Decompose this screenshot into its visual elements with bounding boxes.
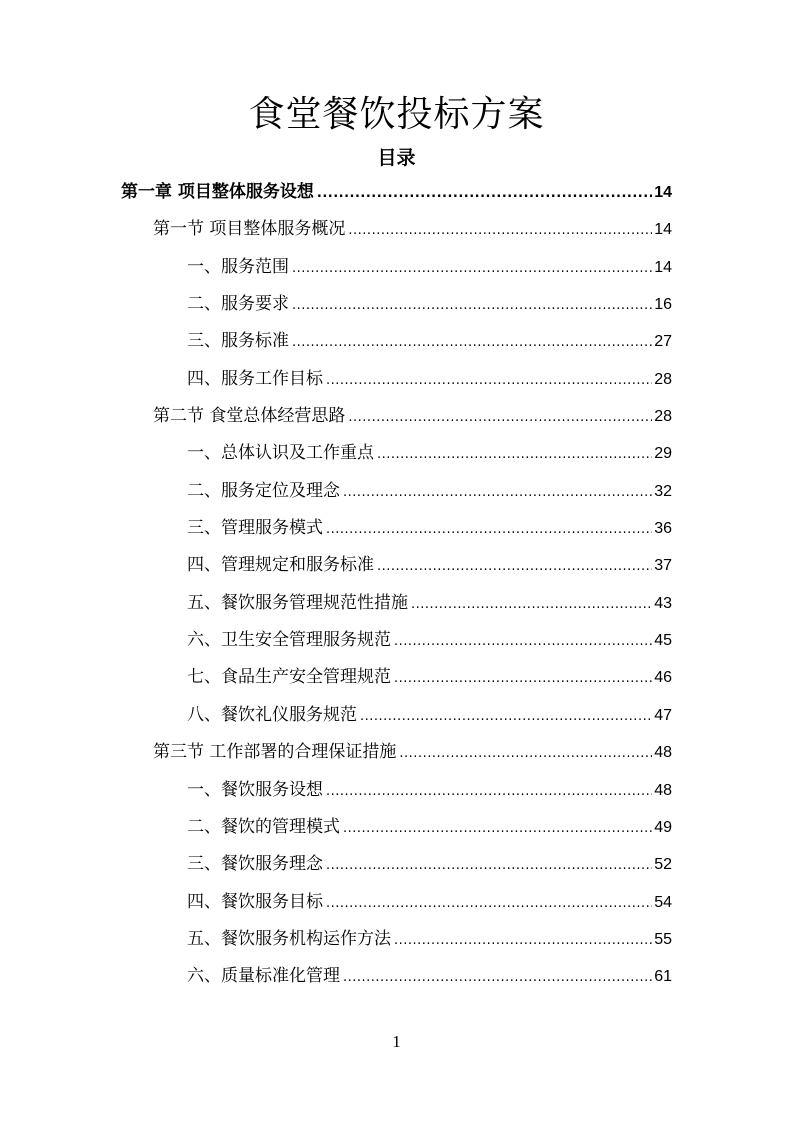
toc-entry-label: 二、服务要求 bbox=[187, 294, 289, 315]
toc-entry-label: 一、服务范围 bbox=[187, 256, 289, 277]
toc-entry-page: 16 bbox=[654, 296, 672, 314]
toc-entry-label: 四、餐饮服务目标 bbox=[187, 891, 323, 912]
toc-entry[interactable] bbox=[0, 323, 793, 360]
toc-dot-leader bbox=[360, 698, 652, 735]
toc-dot-leader bbox=[326, 773, 652, 810]
toc-entry-label: 二、餐饮的管理模式 bbox=[187, 816, 340, 837]
toc-dot-leader bbox=[394, 623, 652, 660]
toc-entry[interactable] bbox=[0, 697, 793, 734]
toc-entry[interactable] bbox=[0, 734, 793, 771]
toc-dot-leader bbox=[411, 586, 652, 623]
toc-dot-leader bbox=[292, 324, 652, 361]
toc-entry[interactable] bbox=[0, 286, 793, 323]
toc-dot-leader bbox=[343, 474, 652, 511]
toc-entry-page: 14 bbox=[654, 184, 672, 201]
toc-entry[interactable] bbox=[0, 473, 793, 510]
toc-dot-leader bbox=[292, 287, 652, 324]
toc-entry-page: 46 bbox=[654, 669, 672, 687]
toc-entry-label: 第一章 项目整体服务设想 bbox=[121, 182, 314, 202]
toc-entry-label: 五、餐饮服务机构运作方法 bbox=[187, 928, 391, 949]
toc-entry[interactable] bbox=[0, 398, 793, 435]
table-of-contents bbox=[0, 174, 793, 996]
toc-entry-page: 55 bbox=[654, 930, 672, 948]
toc-entry-page: 54 bbox=[654, 893, 672, 911]
toc-entry-page: 48 bbox=[654, 744, 672, 762]
toc-entry[interactable] bbox=[0, 772, 793, 809]
toc-entry[interactable] bbox=[0, 884, 793, 921]
toc-entry-label: 四、服务工作目标 bbox=[187, 368, 323, 389]
toc-entry[interactable] bbox=[0, 510, 793, 547]
toc-entry[interactable] bbox=[0, 174, 793, 211]
toc-entry-label: 第三节 工作部署的合理保证措施 bbox=[153, 742, 397, 763]
toc-entry-page: 28 bbox=[654, 408, 672, 426]
toc-entry[interactable] bbox=[0, 809, 793, 846]
toc-entry-label: 三、餐饮服务理念 bbox=[187, 854, 323, 875]
toc-dot-leader bbox=[343, 959, 652, 996]
toc-entry[interactable] bbox=[0, 435, 793, 472]
toc-entry[interactable] bbox=[0, 846, 793, 883]
toc-dot-leader bbox=[377, 548, 652, 585]
toc-dot-leader bbox=[326, 847, 652, 884]
toc-entry-label: 一、餐饮服务设想 bbox=[187, 779, 323, 800]
toc-entry-page: 43 bbox=[654, 594, 672, 612]
toc-entry[interactable] bbox=[0, 585, 793, 622]
toc-dot-leader bbox=[394, 922, 652, 959]
toc-entry-label: 第二节 食堂总体经营思路 bbox=[153, 406, 346, 427]
toc-entry-page: 47 bbox=[654, 706, 672, 724]
toc-entry-page: 14 bbox=[654, 221, 672, 239]
toc-entry[interactable] bbox=[0, 547, 793, 584]
toc-dot-leader bbox=[326, 885, 652, 922]
toc-dot-leader bbox=[394, 660, 652, 697]
toc-dot-leader bbox=[326, 511, 652, 548]
toc-entry[interactable] bbox=[0, 958, 793, 995]
toc-entry-label: 七、食品生产安全管理规范 bbox=[187, 667, 391, 688]
toc-entry[interactable] bbox=[0, 659, 793, 696]
toc-entry-label: 五、餐饮服务管理规范性措施 bbox=[187, 592, 408, 613]
toc-dot-leader bbox=[317, 175, 652, 212]
toc-entry-label: 一、总体认识及工作重点 bbox=[187, 443, 374, 464]
toc-dot-leader bbox=[348, 399, 652, 436]
toc-entry-page: 36 bbox=[654, 520, 672, 538]
toc-entry-page: 28 bbox=[654, 370, 672, 388]
toc-entry-page: 45 bbox=[654, 632, 672, 650]
toc-heading: 目录 bbox=[377, 147, 416, 169]
toc-entry-label: 二、服务定位及理念 bbox=[187, 480, 340, 501]
toc-entry-page: 49 bbox=[654, 818, 672, 836]
toc-entry-label: 六、质量标准化管理 bbox=[187, 966, 340, 987]
toc-entry[interactable] bbox=[0, 361, 793, 398]
toc-entry-page: 27 bbox=[654, 333, 672, 351]
toc-entry[interactable] bbox=[0, 921, 793, 958]
toc-entry-page: 29 bbox=[654, 445, 672, 463]
toc-entry-label: 第一节 项目整体服务概况 bbox=[153, 219, 346, 240]
toc-dot-leader bbox=[399, 735, 652, 772]
toc-entry-label: 三、管理服务模式 bbox=[187, 518, 323, 539]
toc-entry-page: 61 bbox=[654, 968, 672, 986]
document-title: 食堂餐饮投标方案 bbox=[248, 94, 545, 135]
toc-dot-leader bbox=[377, 436, 652, 473]
toc-entry-label: 六、卫生安全管理服务规范 bbox=[187, 630, 391, 651]
toc-dot-leader bbox=[292, 250, 652, 287]
toc-entry-page: 52 bbox=[654, 856, 672, 874]
toc-entry-label: 四、管理规定和服务标准 bbox=[187, 555, 374, 576]
toc-entry[interactable] bbox=[0, 211, 793, 248]
toc-entry-page: 48 bbox=[654, 781, 672, 799]
toc-entry[interactable] bbox=[0, 249, 793, 286]
toc-entry-page: 14 bbox=[654, 258, 672, 276]
page-number: 1 bbox=[392, 1032, 401, 1051]
toc-entry-label: 三、服务标准 bbox=[187, 331, 289, 352]
toc-entry-page: 32 bbox=[654, 482, 672, 500]
toc-dot-leader bbox=[326, 362, 652, 399]
toc-entry-page: 37 bbox=[654, 557, 672, 575]
toc-dot-leader bbox=[348, 212, 652, 249]
toc-dot-leader bbox=[343, 810, 652, 847]
toc-entry-label: 八、餐饮礼仪服务规范 bbox=[187, 704, 357, 725]
toc-entry[interactable] bbox=[0, 622, 793, 659]
